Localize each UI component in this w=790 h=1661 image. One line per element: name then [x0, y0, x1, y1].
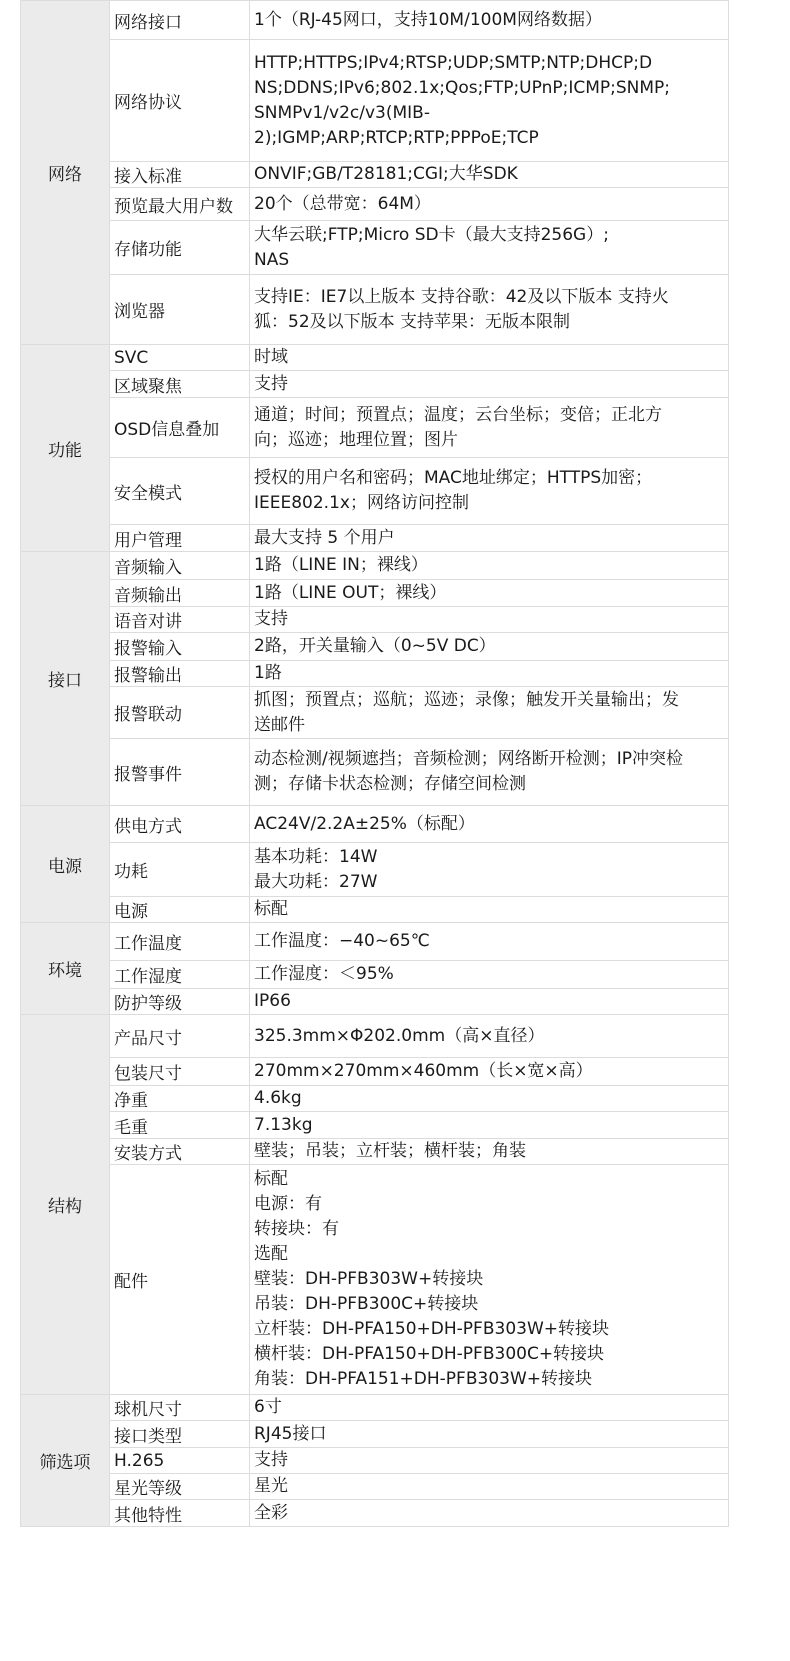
- spec-value-line: 通道；时间；预置点；温度；云台坐标；变倍；正北方: [254, 404, 662, 425]
- spec-key: 接口类型: [110, 1421, 250, 1448]
- spec-key: 产品尺寸: [110, 1015, 250, 1058]
- spec-value-line: 时域: [254, 347, 288, 367]
- spec-value-line: 最大功耗：27W: [254, 871, 378, 892]
- spec-value: [250, 607, 729, 633]
- spec-key: 安全模式: [110, 458, 250, 525]
- spec-value: [250, 345, 729, 371]
- spec-key: 毛重: [110, 1112, 250, 1139]
- spec-value-line: 20个（总带宽：64M）: [254, 193, 431, 214]
- spec-value-line: AC24V/2.2A±25%（标配）: [254, 813, 475, 834]
- spec-value-line: 1路: [254, 663, 282, 683]
- spec-value-line: 吊装：DH-PFB300C+转接块: [254, 1294, 479, 1314]
- spec-value: [250, 1421, 729, 1448]
- spec-value-line: 7.13kg: [254, 1114, 313, 1135]
- table-row: [21, 1086, 729, 1112]
- table-row: [21, 633, 729, 661]
- spec-value-line: 转接块：有: [254, 1219, 339, 1239]
- spec-value: [250, 687, 729, 739]
- spec-value-line: HTTP;HTTPS;IPv4;RTSP;UDP;SMTP;NTP;DHCP;D: [254, 52, 653, 73]
- table-row: [21, 1448, 729, 1474]
- spec-key: 接入标准: [110, 162, 250, 188]
- table-row: [21, 1421, 729, 1448]
- spec-value-line: 270mm×270mm×460mm（长×宽×高）: [254, 1061, 593, 1081]
- spec-value-line: 1路（LINE OUT；裸线）: [254, 582, 447, 603]
- spec-value: [250, 1112, 729, 1139]
- spec-value-line: 全彩: [254, 1502, 288, 1523]
- table-row: [21, 221, 729, 275]
- spec-value-line: NAS: [254, 249, 290, 270]
- spec-value-line: 支持IE：IE7以上版本 支持谷歌：42及以下版本 支持火: [254, 286, 669, 307]
- spec-key: SVC: [110, 345, 250, 371]
- spec-value-line: ONVIF;GB/T28181;CGI;大华SDK: [254, 164, 518, 184]
- spec-key: 包装尺寸: [110, 1058, 250, 1086]
- table-row: [21, 923, 729, 961]
- spec-value: [250, 398, 729, 458]
- category-cell: 环境: [21, 923, 110, 1015]
- spec-value: [250, 661, 729, 687]
- spec-key: 净重: [110, 1086, 250, 1112]
- spec-value-line: 角装：DH-PFA151+DH-PFB303W+转接块: [254, 1369, 592, 1389]
- table-row: [21, 989, 729, 1015]
- spec-key: 工作湿度: [110, 961, 250, 989]
- spec-key: 网络接口: [110, 1, 250, 40]
- table-row: [21, 897, 729, 923]
- spec-table-body: [21, 1, 729, 1527]
- table-row: [21, 398, 729, 458]
- table-row: [21, 1112, 729, 1139]
- table-row: [21, 1500, 729, 1527]
- spec-value: [250, 923, 729, 961]
- spec-key: 电源: [110, 897, 250, 923]
- category-cell: 结构: [21, 1015, 110, 1395]
- spec-value-line: RJ45接口: [254, 1423, 327, 1444]
- spec-value: [250, 961, 729, 989]
- spec-value-line: SNMPv1/v2c/v3(MIB-: [254, 102, 430, 123]
- spec-value: [250, 525, 729, 552]
- table-row: [21, 687, 729, 739]
- spec-value-line: 工作温度：−40~65℃: [254, 931, 430, 951]
- spec-key: 报警联动: [110, 687, 250, 739]
- spec-value: [250, 1058, 729, 1086]
- spec-key: 音频输入: [110, 552, 250, 580]
- spec-key: 预览最大用户数: [110, 188, 250, 221]
- spec-value-line: 最大支持 5 个用户: [254, 527, 395, 548]
- spec-value-line: 授权的用户名和密码；MAC地址绑定；HTTPS加密；: [254, 468, 653, 488]
- spec-value: [250, 371, 729, 398]
- table-row: [21, 739, 729, 806]
- spec-key: 音频输出: [110, 580, 250, 607]
- spec-value-line: 动态检测/视频遮挡；音频检测；网络断开检测；IP冲突检: [254, 749, 683, 769]
- spec-key: 球机尺寸: [110, 1395, 250, 1421]
- table-row: [21, 843, 729, 897]
- spec-value-line: 支持: [254, 373, 288, 394]
- table-row: [21, 275, 729, 345]
- table-row: [21, 961, 729, 989]
- spec-key: 星光等级: [110, 1474, 250, 1500]
- spec-value: [250, 1086, 729, 1112]
- spec-key: 其他特性: [110, 1500, 250, 1527]
- spec-value-line: IP66: [254, 991, 291, 1011]
- spec-value-line: 支持: [254, 609, 288, 629]
- spec-key: 语音对讲: [110, 607, 250, 633]
- table-row: [21, 1, 729, 40]
- spec-key: 报警事件: [110, 739, 250, 806]
- spec-value: [250, 806, 729, 843]
- spec-value-line: 壁装：DH-PFB303W+转接块: [254, 1269, 484, 1289]
- spec-table: [20, 0, 728, 1527]
- spec-value-line: 狐：52及以下版本 支持苹果：无版本限制: [254, 311, 571, 332]
- category-cell: 网络: [21, 1, 110, 345]
- spec-value-line: 1路（LINE IN；裸线）: [254, 555, 428, 575]
- spec-value: [250, 162, 729, 188]
- table-row: [21, 345, 729, 371]
- spec-value-line: 工作湿度：＜95%: [254, 964, 394, 984]
- spec-value: [250, 1, 729, 40]
- spec-key: OSD信息叠加: [110, 398, 250, 458]
- table-row: [21, 371, 729, 398]
- spec-value-line: 电源：有: [254, 1194, 322, 1214]
- table-row: [21, 1165, 729, 1395]
- spec-key: 存储功能: [110, 221, 250, 275]
- spec-key: 浏览器: [110, 275, 250, 345]
- spec-value: [250, 221, 729, 275]
- table-row: [21, 1474, 729, 1500]
- spec-value-line: 325.3mm×Φ202.0mm（高×直径）: [254, 1025, 545, 1046]
- spec-key: 防护等级: [110, 989, 250, 1015]
- table-row: [21, 1015, 729, 1058]
- spec-key: 网络协议: [110, 40, 250, 162]
- spec-value: [250, 897, 729, 923]
- spec-value: [250, 275, 729, 345]
- table-row: [21, 458, 729, 525]
- spec-key: 用户管理: [110, 525, 250, 552]
- spec-value-line: 壁装；吊装；立杆装；横杆装；角装: [254, 1141, 526, 1161]
- spec-value: [250, 580, 729, 607]
- spec-value-line: 1个（RJ-45网口，支持10M/100M网络数据）: [254, 9, 602, 30]
- spec-value: [250, 1139, 729, 1165]
- spec-value-line: 横杆装：DH-PFA150+DH-PFB300C+转接块: [254, 1344, 605, 1364]
- spec-key: 安装方式: [110, 1139, 250, 1165]
- table-row: [21, 188, 729, 221]
- spec-value-line: 基本功耗：14W: [254, 846, 378, 867]
- table-row: [21, 806, 729, 843]
- spec-value: [250, 739, 729, 806]
- spec-value: [250, 458, 729, 525]
- table-row: [21, 162, 729, 188]
- spec-value-line: 大华云联;FTP;Micro SD卡（最大支持256G）;: [254, 224, 609, 245]
- spec-key: 工作温度: [110, 923, 250, 961]
- spec-value: [250, 989, 729, 1015]
- table-row: [21, 1395, 729, 1421]
- spec-value-line: 4.6kg: [254, 1088, 302, 1108]
- spec-key: 供电方式: [110, 806, 250, 843]
- spec-value: [250, 1474, 729, 1500]
- spec-value-line: 选配: [254, 1244, 288, 1264]
- spec-key: 配件: [110, 1165, 250, 1395]
- spec-value: [250, 633, 729, 661]
- spec-value-line: 标配: [254, 1169, 288, 1189]
- spec-value-line: 2);IGMP;ARP;RTCP;RTP;PPPoE;TCP: [254, 127, 539, 148]
- spec-value-line: 星光: [254, 1476, 288, 1496]
- spec-value: [250, 188, 729, 221]
- table-row: [21, 552, 729, 580]
- spec-value-line: 支持: [254, 1450, 288, 1470]
- spec-key: 区域聚焦: [110, 371, 250, 398]
- table-row: [21, 580, 729, 607]
- spec-value: [250, 1448, 729, 1474]
- spec-key: 报警输入: [110, 633, 250, 661]
- spec-value: [250, 1015, 729, 1058]
- spec-value-line: 测；存储卡状态检测；存储空间检测: [254, 774, 526, 794]
- spec-value: [250, 40, 729, 162]
- spec-key: H.265: [110, 1448, 250, 1474]
- spec-key: 报警输出: [110, 661, 250, 687]
- category-cell: 功能: [21, 345, 110, 552]
- spec-value-line: 送邮件: [254, 714, 305, 735]
- table-row: [21, 1058, 729, 1086]
- category-cell: 接口: [21, 552, 110, 806]
- spec-value-line: 标配: [254, 899, 288, 919]
- spec-value: [250, 843, 729, 897]
- spec-key: 功耗: [110, 843, 250, 897]
- spec-value-line: 向；巡迹；地理位置；图片: [254, 429, 458, 450]
- spec-value: [250, 552, 729, 580]
- table-row: [21, 525, 729, 552]
- table-row: [21, 1139, 729, 1165]
- table-row: [21, 607, 729, 633]
- table-row: [21, 40, 729, 162]
- spec-value: [250, 1165, 729, 1395]
- spec-value-line: 抓图；预置点；巡航；巡迹；录像；触发开关量输出；发: [254, 689, 679, 710]
- category-cell: 电源: [21, 806, 110, 923]
- category-cell: 筛选项: [21, 1395, 110, 1527]
- spec-value-line: 2路，开关量输入（0~5V DC）: [254, 636, 496, 656]
- spec-value: [250, 1395, 729, 1421]
- table-row: [21, 661, 729, 687]
- spec-value-line: IEEE802.1x；网络访问控制: [254, 493, 469, 513]
- spec-value-line: NS;DDNS;IPv6;802.1x;Qos;FTP;UPnP;ICMP;SNMP;: [254, 77, 671, 98]
- spec-value-line: 6寸: [254, 1397, 282, 1417]
- spec-value: [250, 1500, 729, 1527]
- spec-value-line: 立杆装：DH-PFA150+DH-PFB303W+转接块: [254, 1319, 609, 1339]
